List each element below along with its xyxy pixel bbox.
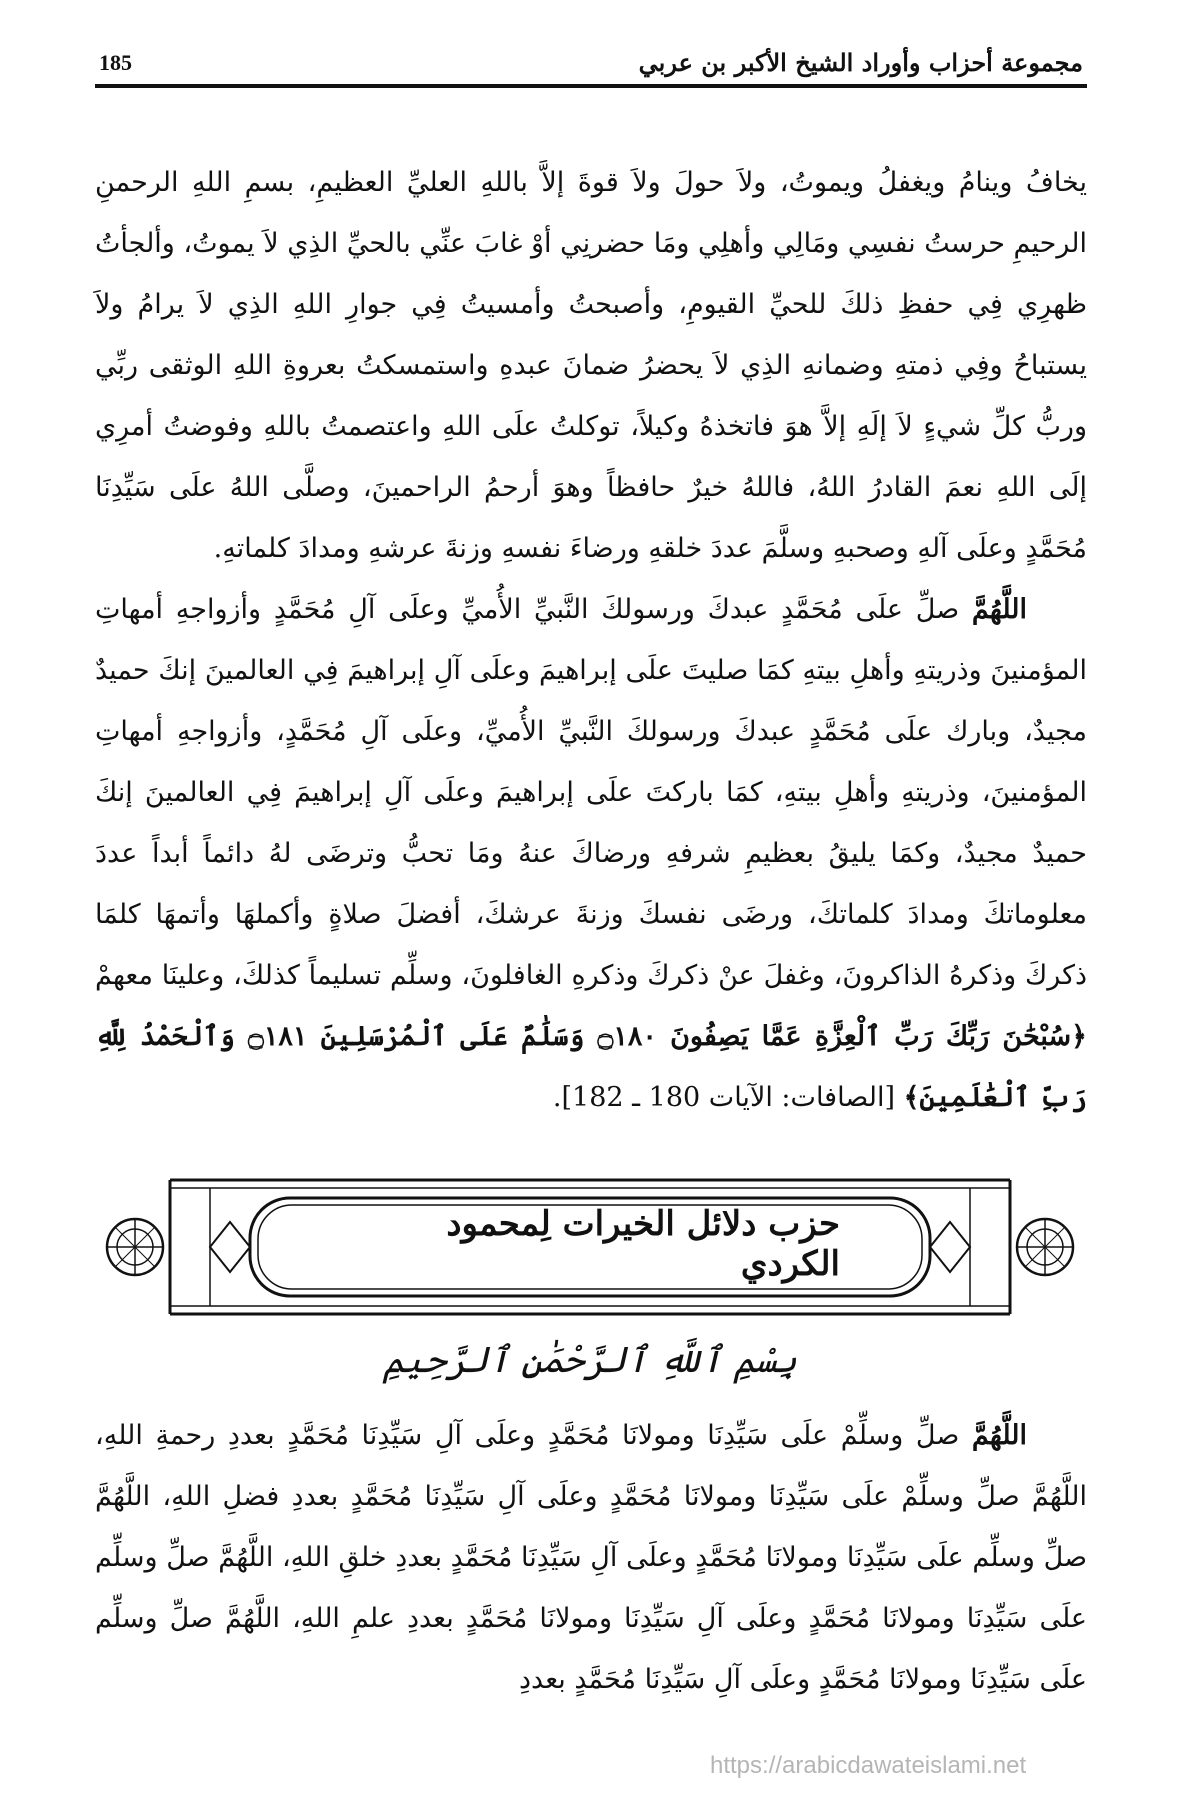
verse-citation: [الصافات: الآيات 180 ـ 182].	[552, 1082, 904, 1113]
section-1-text	[95, 152, 1087, 1128]
paragraph-3-lead: اللَّهُمَّ	[971, 1420, 1027, 1451]
paragraph-2-body: صلِّ علَى مُحَمَّدٍ عبدكَ ورسولكَ النَّبيِّ الأُميِّ وعلَى آلِ مُحَمَّدٍ وأزواجهِ أمهاتِ المؤمنينَ وذريتهِ وأهلِ بيتهِ كمَا صليتَ علَى إبراهيمَ وعلَى آلِ إبراهيمَ فِي العالمينَ إنكَ حميدٌ مجيدٌ، وبارك علَى مُحَمَّدٍ عبدكَ ورسولكَ النَّبيِّ الأُميِّ، وعلَى آلِ مُحَمَّدٍ، وأزواجهِ أمهاتِ المؤمنينَ، وذريتهِ وأهلِ بيتهِ، كمَا باركتَ علَى إبراهيمَ وعلَى آلِ إبراهيمَ فِي العالمينَ إنكَ حميدٌ مجيدٌ، وكمَا يليقُ بعظيمِ شرفهِ ورضاكَ عنهُ ومَا تحبُّ وترضَى لهُ دائماً أبداً عددَ معلوماتكَ ومدادَ كلماتكَ، ورضَى نفسكَ وزنةَ عرشكَ، أفضلَ صلاةٍ وأكملهَا وأتمهَا كلمَا ذكركَ وذكرهُ الذاكرونَ، وغفلَ عنْ ذكركَ وذكرهِ الغافلونَ، وسلِّم تسليماً كذلكَ، وعلينَا معهمْ	[95, 594, 1087, 991]
watermark: https://arabicdawateislami.net	[710, 1752, 1027, 1779]
running-title: مجموعة أحزاب وأوراد الشيخ الأكبر بن عربي	[638, 48, 1083, 77]
section-2-text	[95, 1405, 1087, 1710]
paragraph-3	[95, 1405, 1087, 1710]
paragraph-2-lead: اللَّهُمَّ	[971, 594, 1027, 625]
section-title: حزب دلائل الخيرات لِمحمود الكردي	[446, 1204, 840, 1284]
page-number: 185	[99, 50, 132, 75]
basmala-heading: بِسْمِ ٱللَّهِ ٱلرَّحْمَٰنِ ٱلرَّحِيمِ	[382, 1340, 798, 1381]
paragraph-2	[95, 579, 1087, 1128]
paragraph-3-body: صلِّ وسلِّمْ علَى سَيِّدِنَا ومولانَا مُحَمَّدٍ وعلَى آلِ سَيِّدِنَا مُحَمَّدٍ بعددِ رحمةِ اللهِ، اللَّهُمَّ صلِّ وسلِّمْ علَى سَيِّدِنَا ومولانَا مُحَمَّدٍ وعلَى آلِ سَيِّدِنَا مُحَمَّدٍ بعددِ فضلِ اللهِ، اللَّهُمَّ صلِّ وسلِّم علَى سَيِّدِنَا ومولانَا مُحَمَّدٍ وعلَى آلِ سَيِّدِنَا مُحَمَّدٍ بعددِ خلقِ اللهِ، اللَّهُمَّ صلِّ وسلِّم علَى سَيِّدِنَا ومولانَا مُحَمَّدٍ وعلَى آلِ سَيِّدِنَا ومولانَا مُحَمَّدٍ بعددِ علمِ اللهِ، اللَّهُمَّ صلِّ وسلِّم علَى سَيِّدِنَا ومولانَا مُحَمَّدٍ وعلَى آلِ سَيِّدِنَا مُحَمَّدٍ بعددِ	[95, 1420, 1087, 1695]
page-header	[95, 44, 1087, 88]
quran-verse: ﴿سُبْحَٰنَ رَبِّكَ رَبِّ ٱلْعِزَّةِ عَمَّا يَصِفُونَ ۝١٨٠ وَسَلَٰمٌ عَلَى ٱلْمُرْسَلِينَ ۝١٨١ وَٱلْحَمْدُ لِلَّهِ رَبِّ ٱلْعَٰلَمِينَ﴾	[95, 1021, 1087, 1113]
paragraph-1: يخافُ وينامُ ويغفلُ ويموتُ، ولاَ حولَ ولاَ قوةَ إلاَّ باللهِ العليِّ العظيمِ، بسمِ اللهِ الرحمنِ الرحيمِ حرستُ نفسِي ومَالِي وأهلِي ومَا حضرنِي أوْ غابَ عنِّي بالحيِّ الذِي لاَ يموتُ، وألجأتُ ظهرِي فِي حفظِ ذلكَ للحيِّ القيومِ، وأصبحتُ وأمسيتُ فِي جوارِ اللهِ الذِي لاَ يرامُ ولاَ يستباحُ وفِي ذمتهِ وضمانهِ الذِي لاَ يحضرُ ضمانَ عبدهِ واستمسكتُ بعروةِ اللهِ الوثقى ربِّي وربُّ كلِّ شيءٍ لاَ إلَهِ إلاَّ هوَ فاتخذهُ وكيلاً، توكلتُ علَى اللهِ واعتصمتُ باللهِ وفوضتُ أمرِي إلَى اللهِ نعمَ القادرُ اللهُ، فاللهُ خيرٌ حافظاً وهوَ أرحمُ الراحمينَ، وصلَّى اللهُ علَى سَيِّدِنَا مُحَمَّدٍ وعلَى آلهِ وصحبهِ وسلَّمَ عددَ خلقهِ ورضاءَ نفسهِ وزنةَ عرشهِ ومدادَ كلماتهِ.	[95, 167, 1087, 564]
section-title-frame	[100, 1162, 1080, 1332]
